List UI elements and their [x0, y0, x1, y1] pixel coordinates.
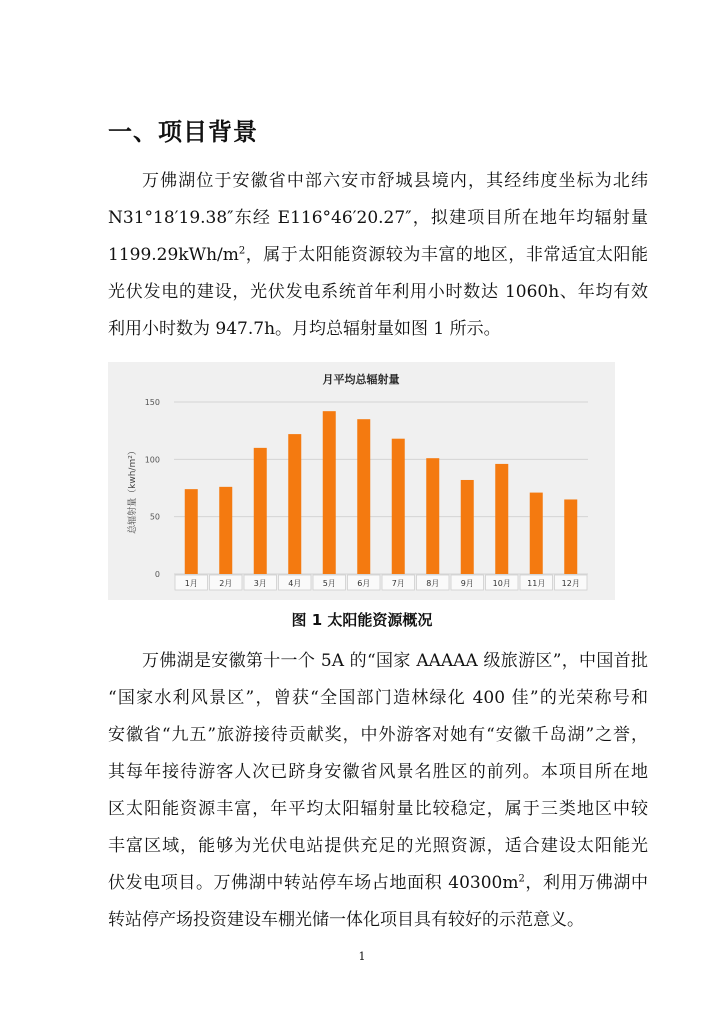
chart-bar: [461, 480, 474, 574]
chart-bar: [530, 493, 543, 574]
chart-bar: [185, 489, 198, 574]
superscript: 2: [238, 245, 246, 257]
text-line: 区太阳能资源丰富，年平均太阳辐射量比较稳定，属于三类地区中较: [108, 799, 648, 819]
chart-bar: [219, 487, 232, 574]
chart-x-tick-label: 3月: [253, 579, 267, 588]
text-line: N31°18′19.38″东经 E116°46′20.27″，拟建项目所在地年均辐射量: [108, 208, 648, 228]
text-fragment: 1199.29kWh/m: [108, 245, 239, 265]
text-line: “国家水利风景区”，曾获“全国部门造林绿化 400 佳”的光荣称号和: [108, 688, 648, 708]
chart-y-tick-label: 150: [144, 398, 160, 407]
superscript: 2: [518, 873, 525, 885]
text-line: 转站停产场投资建设车棚光储一体化项目具有较好的示范意义。: [108, 910, 584, 930]
section-heading: 一、项目背景: [108, 118, 258, 146]
text-fragment: ，属于太阳能资源较为丰富的地区，非常适宜太阳能: [245, 245, 648, 265]
paragraph-scenic-area: [108, 643, 648, 939]
chart-y-axis-label: 总辐射量（kwh/m²）: [128, 446, 138, 534]
text-fragment: 伏发电项目。万佛湖中转站停车场占地面积 40300m: [108, 873, 519, 893]
chart-x-tick-label: 7月: [391, 579, 405, 588]
chart-x-tick-label: 1月: [184, 579, 198, 588]
figure-caption: 图 1 太阳能资源概况: [291, 611, 433, 629]
chart-x-tick-label: 12月: [561, 579, 580, 588]
chart-x-tick-label: 4月: [288, 579, 302, 588]
text-line: 其每年接待游客人次已跻身安徽省风景名胜区的前列。本项目所在地: [108, 762, 648, 782]
chart-x-tick-label: 11月: [527, 579, 546, 588]
chart-y-tick-label: 0: [154, 570, 160, 579]
text-line: 利用小时数为 947.7h。月均总辐射量如图 1 所示。: [108, 319, 501, 339]
text-fragment: ，利用万佛湖中: [524, 873, 648, 893]
chart-bar: [426, 458, 439, 574]
chart-bar: [495, 464, 508, 574]
chart-x-tick-label: 2月: [219, 579, 233, 588]
chart-y-tick-label: 50: [149, 512, 160, 522]
chart-bar: [564, 499, 577, 574]
chart-bar: [254, 448, 267, 574]
chart-bar: [392, 439, 405, 574]
page-number: 1: [358, 950, 366, 963]
text-line: [108, 865, 648, 902]
chart-y-tick-label: 100: [144, 455, 160, 465]
chart-x-tick-label: 9月: [460, 579, 474, 588]
chart-bar: [357, 419, 370, 574]
text-line: 丰富区域，能够为光伏电站提供充足的光照资源，适合建设太阳能光: [108, 836, 648, 856]
text-line: 万佛湖是安徽第十一个 5A 的“国家 AAAAA 级旅游区”，中国首批: [142, 651, 648, 671]
chart-bar: [288, 434, 301, 574]
paragraph-project-location: [108, 163, 648, 348]
chart-canvas: [108, 362, 615, 600]
text-line: 万佛湖位于安徽省中部六安市舒城县境内，其经纬度坐标为北纬: [142, 171, 648, 191]
chart-x-tick-label: 5月: [322, 579, 336, 588]
chart-x-tick-label: 8月: [426, 579, 440, 588]
chart-bar: [323, 411, 336, 574]
text-line: [108, 237, 648, 274]
chart-x-tick-label: 6月: [357, 579, 371, 588]
chart-title: 月平均总辐射量: [322, 373, 400, 386]
chart-x-tick-label: 10月: [492, 579, 511, 588]
text-line: 安徽省“九五”旅游接待贡献奖，中外游客对她有“安徽千岛湖”之誉，: [108, 725, 648, 745]
text-line: 光伏发电的建设，光伏发电系统首年利用小时数达 1060h、年均有效: [108, 282, 648, 302]
solar-radiation-chart: [108, 362, 615, 600]
